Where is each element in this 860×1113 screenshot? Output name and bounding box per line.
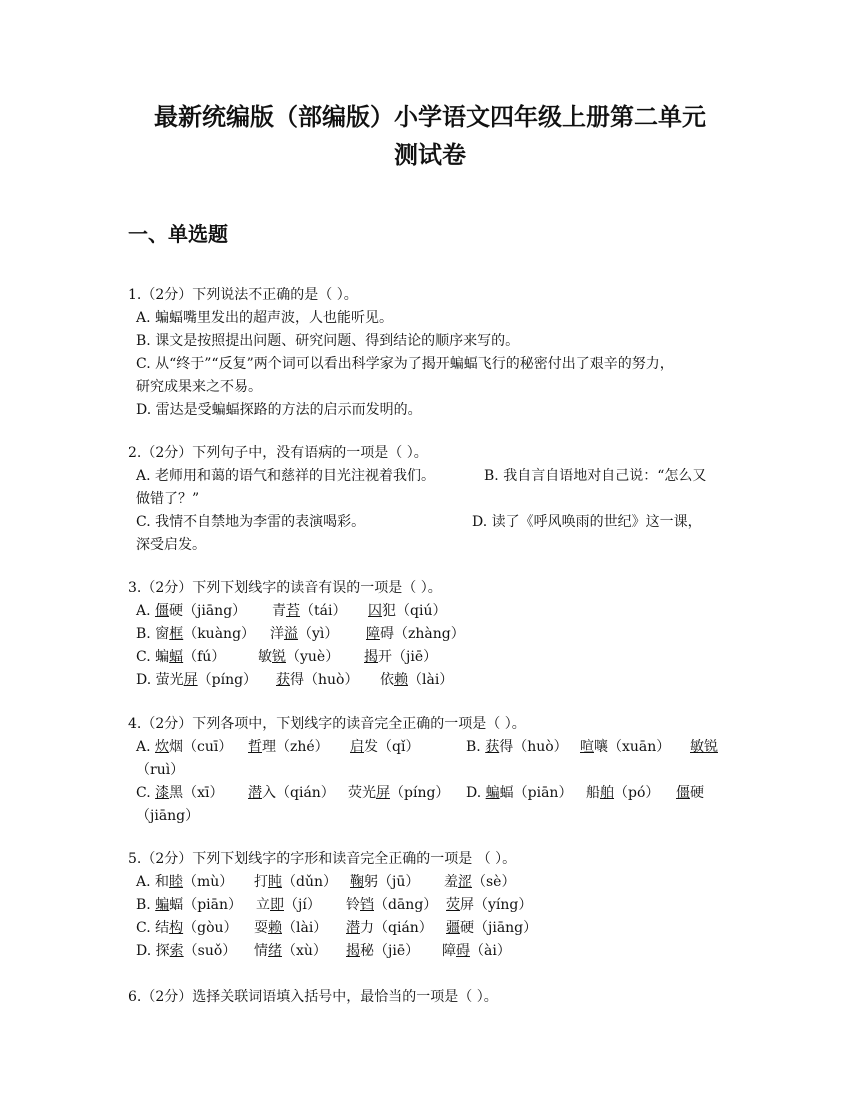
question-stem: 5.（2分）下列下划线字的字形和读音完全正确的一项是 （ ）。 <box>128 851 517 867</box>
option-b-cont: （ruì） <box>136 762 185 778</box>
option-a: A. 老师用和蔼的语气和慈祥的目光注视着我们。 <box>136 468 436 484</box>
title-line-2: 测试卷 <box>394 141 466 169</box>
option-d: D. 探索（suǒ） 情绪（xù） 揭秘（jiē） 障碍（ài） <box>136 943 511 959</box>
question-2 <box>128 442 728 557</box>
title-line-1: 最新统编版（部编版）小学语文四年级上册第二单元 <box>154 103 706 131</box>
option-d-cont: （jiāng） <box>136 808 200 824</box>
page-title <box>110 98 750 174</box>
question-5 <box>128 848 728 963</box>
question-3 <box>128 577 728 692</box>
option-c: C. 从“终于”“反复”两个词可以看出科学家为了揭开蝙蝠飞行的秘密付出了艰辛的努力， <box>136 356 674 372</box>
option-a: A. 和睦（mù） 打盹（dǔn） 鞠躬（jū） 羞涩（sè） <box>136 874 516 890</box>
option-b: B. 蝙蝠（piān） 立即（jí） 铃铛（dāng） 荧屏（yíng） <box>136 897 533 913</box>
question-stem: 1.（2分）下列说法不正确的是（ ）。 <box>128 287 358 303</box>
options-ab: A. 炊烟（cuī） 哲理（zhé） 启发（qǐ） B. 获得（huò） 喧嚷（xuān） 敏锐 <box>136 739 718 755</box>
option-b: B. 窗框（kuàng） 洋溢（yì） 障碍（zhàng） <box>136 626 465 642</box>
section-heading: 一、单选题 <box>128 222 228 246</box>
options-ab <box>128 465 728 488</box>
option-d: D. 读了《呼风唤雨的世纪》这一课， <box>472 514 702 530</box>
option-c: C. 结构（gòu） 耍赖（lài） 潜力（qián） 疆硬（jiāng） <box>136 920 538 936</box>
option-c-cont: 研究成果来之不易。 <box>136 379 262 395</box>
option-d: D. 萤光屏（píng） 获得（huò） 依赖（lài） <box>136 672 454 688</box>
question-stem: 2.（2分）下列句子中，没有语病的一项是（ ）。 <box>128 445 428 461</box>
option-d-cont: 深受启发。 <box>136 537 206 553</box>
option-b: B. 我自言自语地对自己说：“怎么又 <box>484 468 707 484</box>
question-stem: 3.（2分）下列下划线字的读音有误的一项是（ ）。 <box>128 580 442 596</box>
option-c: C. 我情不自禁地为李雷的表演喝彩。 <box>136 514 366 530</box>
question-stem: 4.（2分）下列各项中，下划线字的读音完全正确的一项是（ ）。 <box>128 716 526 732</box>
options-cd: C. 漆黑（xī） 潜入（qián） 荧光屏（píng） D. 蝙蝠（piān） 船舶（pó） 僵硬 <box>136 785 704 801</box>
option-a: A. 僵硬（jiāng） 青苔（tái） 囚犯（qiú） <box>136 603 447 619</box>
question-1 <box>128 284 728 422</box>
question-6 <box>128 986 728 1009</box>
option-c: C. 蝙蝠（fú） 敏锐（yuè） 揭开（jiē） <box>136 649 438 665</box>
option-b-cont: 做错了？” <box>136 491 200 507</box>
option-b: B. 课文是按照提出问题、研究问题、得到结论的顺序来写的。 <box>136 333 520 349</box>
option-a: A. 蝙蝠嘴里发出的超声波，人也能听见。 <box>136 310 394 326</box>
option-d: D. 雷达是受蝙蝠探路的方法的启示而发明的。 <box>136 402 422 418</box>
question-4 <box>128 713 728 828</box>
question-stem: 6.（2分）选择关联词语填入括号中，最恰当的一项是（ ）。 <box>128 989 498 1005</box>
options-cd <box>128 511 728 534</box>
